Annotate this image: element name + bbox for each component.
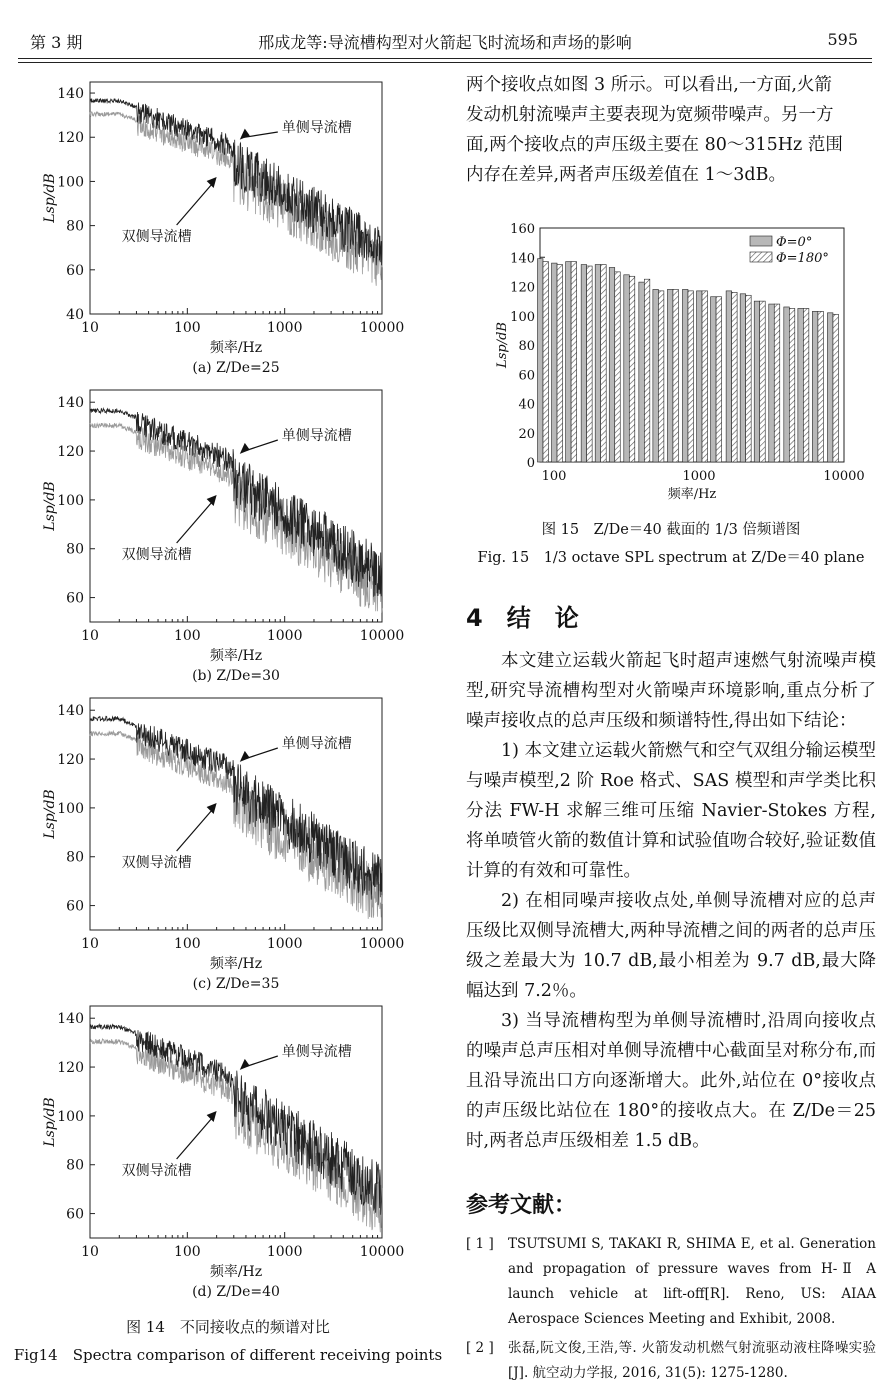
arrow-head: [240, 751, 250, 762]
x-tick-label: 1000: [682, 469, 716, 484]
y-tick-label: 60: [518, 368, 535, 384]
bar-phi-0: [812, 311, 818, 462]
intro-line: 面,两个接收点的声压级主要在 80～315Hz 范围: [466, 135, 843, 155]
y-tick-label: 100: [57, 800, 84, 817]
reference-text: 张磊,阮文俊,王浩,等. 火箭发动机燃气射流驱动液柱降噪实验[J]. 航空动力学报, 2016, 31(5): 1275-1280.: [508, 1340, 876, 1381]
reference-item: [466, 1336, 876, 1386]
panel-caption: (d) Z/De=40: [192, 1284, 280, 1300]
y-tick-label: 60: [66, 1206, 84, 1223]
conclusion-body: [466, 646, 876, 1156]
reference-number: [ 1 ]: [466, 1236, 494, 1252]
legend-swatch-phi-0: [750, 236, 772, 246]
bar-phi-0: [711, 297, 717, 462]
section-heading: 4 结 论: [466, 604, 579, 632]
x-tick-label: 100: [173, 628, 201, 644]
x-axis-label: 频率/Hz: [667, 487, 717, 502]
bar-phi-180: [789, 308, 795, 462]
bar-phi-0: [639, 282, 645, 462]
y-tick-label: 140: [510, 251, 535, 267]
bar-phi-0: [740, 294, 746, 462]
y-tick-label: 140: [57, 395, 84, 412]
fig14-panel-a: [36, 76, 405, 376]
panel-caption: (c) Z/De=35: [192, 976, 280, 992]
bar-phi-0: [595, 265, 601, 462]
y-axis-label: Lsp/dB: [42, 173, 58, 223]
label-double-sided: 双侧导流槽: [121, 547, 192, 564]
y-tick-label: 0: [526, 456, 535, 471]
bar-phi-0: [827, 313, 833, 462]
bar-phi-0: [581, 265, 587, 462]
y-tick-label: 140: [57, 86, 84, 103]
bar-phi-180: [615, 272, 621, 462]
references-heading: 参考文献：: [466, 1193, 577, 1218]
label-single-sided: 单侧导流槽: [281, 1044, 352, 1060]
bar-phi-180: [601, 265, 607, 462]
bar-phi-0: [609, 267, 615, 462]
y-axis-label: Lsp/dB: [42, 481, 58, 531]
bar-phi-180: [774, 304, 780, 462]
y-tick-label: 120: [57, 1060, 84, 1077]
y-tick-label: 120: [57, 444, 84, 461]
annotation-arrow: [177, 807, 215, 851]
conclusion-item-1: 1) 本文建立运载火箭燃气和空气双组分输运模型与噪声模型,2 阶 Roe 格式、SAS 模型和声学类比积分法 FW-H 求解三维可压缩 Navier-Stokes 方程,将单喷管火箭的数值计算和试验值吻合较好,验证数值计算的有效和可靠性。: [466, 741, 876, 881]
conclusion-item-2: 2) 在相同噪声接收点处,单侧导流槽对应的总声压级比双侧导流槽大,两种导流槽之间的两者的总声压级之差最大为 10.7 dB,最小相差为 9.7 dB,最大降幅达到 7.2％。: [466, 891, 876, 1001]
fig14-panel-c: [36, 692, 405, 992]
y-tick-label: 100: [510, 309, 535, 325]
y-tick-label: 80: [66, 1157, 84, 1174]
bar-phi-180: [833, 314, 839, 462]
y-tick-label: 140: [57, 703, 84, 720]
bar-phi-0: [682, 289, 688, 462]
bar-phi-0: [754, 301, 760, 462]
bar-phi-180: [644, 279, 650, 462]
bar-phi-180: [746, 295, 752, 462]
label-single-sided: 单侧导流槽: [281, 736, 352, 752]
label-double-sided: 双侧导流槽: [121, 855, 192, 872]
panel-caption: (b) Z/De=30: [192, 668, 280, 684]
annotation-arrow: [177, 499, 215, 543]
y-axis-label: Lsp/dB: [42, 789, 58, 839]
x-tick-label: 10: [81, 1244, 99, 1260]
bar-phi-0: [624, 275, 630, 462]
x-axis-label: 频率/Hz: [209, 340, 263, 356]
bar-phi-180: [688, 291, 694, 462]
arrow-head: [207, 1111, 217, 1122]
fig15-chart: [492, 216, 865, 508]
plot-frame: [90, 82, 382, 314]
arrow-head: [240, 1059, 250, 1070]
double-sided-spectrum: [90, 112, 382, 286]
x-tick-label: 10000: [359, 628, 405, 644]
reference-item: [466, 1232, 876, 1332]
y-axis-label: Lsp/dB: [495, 322, 510, 368]
x-tick-label: 10000: [359, 1244, 405, 1260]
x-tick-label: 1000: [266, 936, 303, 952]
x-tick-label: 10000: [823, 469, 865, 484]
bar-phi-180: [571, 262, 577, 462]
bar-phi-0: [566, 262, 572, 462]
y-tick-label: 120: [57, 130, 84, 147]
bar-phi-180: [702, 291, 708, 462]
bar-phi-180: [673, 289, 679, 462]
y-tick-label: 100: [57, 174, 84, 191]
y-tick-label: 60: [66, 262, 84, 279]
legend-label-phi-0: Φ=0°: [776, 235, 813, 250]
bar-phi-0: [697, 291, 703, 462]
legend-label-phi-180: Φ=180°: [776, 251, 829, 266]
bar-phi-180: [658, 291, 664, 462]
x-axis-label: 频率/Hz: [209, 648, 263, 664]
intro-line: 内存在差异,两者声压级差值在 1～3dB。: [466, 165, 786, 185]
y-tick-label: 80: [518, 339, 535, 354]
legend-swatch-phi-180: [750, 252, 772, 262]
bar-phi-180: [818, 311, 824, 462]
x-tick-label: 10: [81, 628, 99, 644]
bar-phi-0: [538, 259, 544, 462]
arrow-head: [207, 495, 217, 506]
y-axis-label: Lsp/dB: [42, 1097, 58, 1147]
double-sided-spectrum: [90, 731, 382, 919]
bar-phi-0: [667, 289, 673, 462]
fig14-panel-d: [36, 1000, 405, 1300]
reference-text: TSUTSUMI S, TAKAKI R, SHIMA E, et al. Generation and propagation of pressure waves from H-Ⅱ A launch vehicle at lift-off[R]. Reno, US: AIAA Aerospace Sciences Meeting and Exhibit, 2008.: [508, 1236, 876, 1327]
x-tick-label: 10: [81, 320, 99, 336]
bar-phi-180: [732, 292, 738, 462]
annotation-arrow: [177, 1115, 215, 1159]
y-tick-label: 80: [66, 849, 84, 866]
bar-phi-180: [543, 262, 549, 462]
issue-number: 第 3 期: [30, 33, 83, 52]
y-tick-label: 40: [518, 397, 535, 413]
arrow-head: [207, 177, 217, 188]
double-sided-spectrum: [90, 1039, 382, 1232]
y-tick-label: 120: [510, 280, 535, 296]
label-single-sided: 单侧导流槽: [281, 120, 352, 136]
x-axis-label: 频率/Hz: [209, 1264, 263, 1280]
x-tick-label: 1000: [266, 320, 303, 336]
bar-phi-0: [769, 304, 775, 462]
arrow-head: [240, 129, 250, 140]
x-tick-label: 10000: [359, 320, 405, 336]
y-tick-label: 60: [66, 590, 84, 607]
y-tick-label: 80: [66, 218, 84, 235]
header-rule-thin: [18, 62, 872, 63]
panel-caption: (a) Z/De=25: [192, 360, 280, 376]
page-number: 595: [827, 30, 858, 49]
y-tick-label: 60: [66, 898, 84, 915]
arrow-head: [240, 443, 250, 454]
x-tick-label: 100: [173, 936, 201, 952]
fig15-caption-cn: 图 15 Z/De＝40 截面的 1/3 倍频谱图: [541, 522, 801, 538]
page-header: [0, 0, 890, 62]
y-tick-label: 80: [66, 541, 84, 558]
running-title: 邢成龙等:导流槽构型对火箭起飞时流场和声场的影响: [258, 33, 632, 52]
y-tick-label: 120: [57, 752, 84, 769]
bar-phi-0: [653, 289, 659, 462]
x-tick-label: 100: [541, 469, 567, 484]
fig15-caption-en: Fig. 15 1/3 octave SPL spectrum at Z/De＝40 plane: [477, 550, 865, 566]
fig14-caption-en: Fig14 Spectra comparison of different receiving points: [13, 1346, 443, 1364]
bar-phi-180: [557, 265, 563, 462]
conclusion-item-3: 3) 当导流槽构型为单侧导流槽时,沿周向接收点的噪声总声压相对单侧导流槽中心截面呈对称分布,而且沿导流出口方向逐渐增大。此外,站位在 0°接收点的声压级比站位在 180°的接收点大。在 Z/De＝25 时,两者总声压级相差 1.5 dB。: [466, 1011, 876, 1151]
bar-phi-180: [803, 308, 809, 462]
bar-phi-0: [726, 291, 732, 462]
bar-phi-0: [798, 308, 804, 462]
conclusion-intro: 本文建立运载火箭起飞时超声速燃气射流噪声模型,研究导流槽构型对火箭噪声环境影响,重点分析了噪声接收点的总声压级和频谱特性,得出如下结论：: [466, 651, 876, 731]
bar-phi-0: [784, 307, 790, 462]
x-tick-label: 100: [173, 320, 201, 336]
y-tick-label: 20: [518, 426, 535, 442]
y-tick-label: 100: [57, 1108, 84, 1125]
bar-phi-180: [760, 301, 766, 462]
x-tick-label: 1000: [266, 628, 303, 644]
y-tick-label: 140: [57, 1011, 84, 1028]
fig14-caption-cn: 图 14 不同接收点的频谱对比: [126, 1318, 330, 1336]
bar-phi-0: [552, 263, 558, 462]
x-tick-label: 10: [81, 936, 99, 952]
intro-line: 发动机射流噪声主要表现为宽频带噪声。另一方: [466, 105, 834, 125]
reference-number: [ 2 ]: [466, 1340, 494, 1356]
intro-paragraph: [466, 70, 876, 190]
label-double-sided: 双侧导流槽: [121, 1163, 192, 1180]
bar-phi-180: [587, 266, 593, 462]
annotation-arrow: [177, 181, 215, 225]
y-tick-label: 160: [510, 222, 535, 237]
x-tick-label: 1000: [266, 1244, 303, 1260]
double-sided-spectrum: [90, 423, 382, 613]
arrow-head: [207, 803, 217, 814]
x-tick-label: 100: [173, 1244, 201, 1260]
y-tick-label: 40: [66, 307, 84, 323]
bar-phi-180: [716, 297, 722, 462]
x-axis-label: 频率/Hz: [209, 956, 263, 972]
bar-phi-180: [629, 276, 635, 462]
x-tick-label: 10000: [359, 936, 405, 952]
label-double-sided: 双侧导流槽: [121, 229, 192, 246]
label-single-sided: 单侧导流槽: [281, 428, 352, 444]
fig14-panel-b: [36, 384, 405, 684]
intro-line: 两个接收点如图 3 所示。可以看出,一方面,火箭: [466, 75, 832, 95]
y-tick-label: 100: [57, 492, 84, 509]
header-rule: [18, 58, 872, 59]
